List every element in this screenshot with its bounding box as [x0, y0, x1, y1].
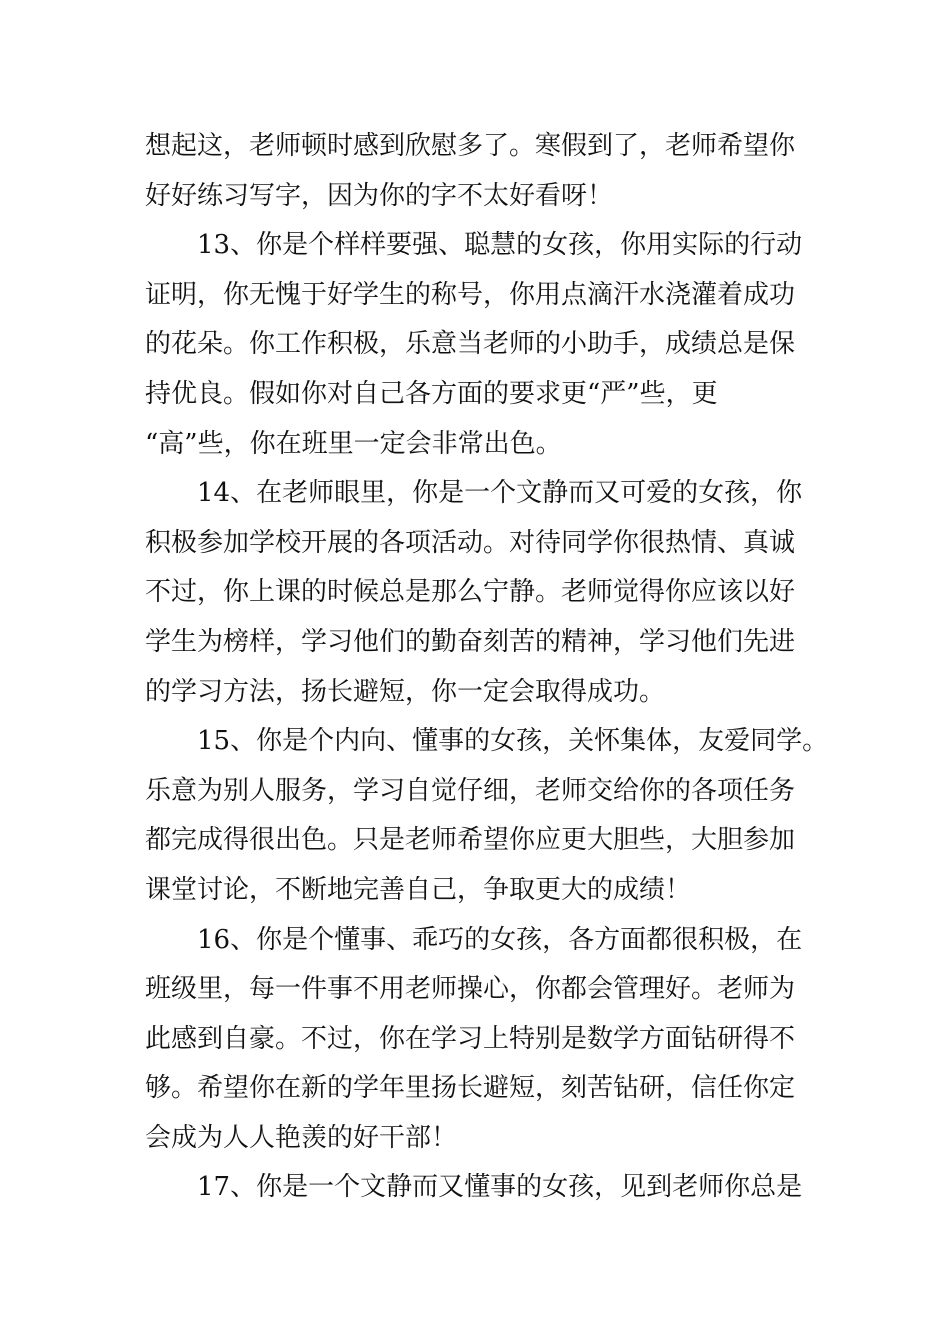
text-line: 积极参加学校开展的各项活动。对待同学你很热情、真诚 — [145, 527, 796, 558]
text-line: 证明，你无愧于好学生的称号，你用点滴汗水浇灌着成功 — [145, 279, 796, 310]
paragraph-first-line: 16、你是个懂事、乖巧的女孩，各方面都很积极，在 — [197, 924, 803, 955]
text-line: 的学习方法，扬长避短，你一定会取得成功。 — [145, 676, 666, 707]
paragraph-first-line: 14、在老师眼里，你是一个文静而又可爱的女孩，你 — [197, 478, 803, 509]
text-line: 好好练习写字，因为你的字不太好看呀！ — [145, 180, 614, 211]
text-line: 持优良。假如你对自己各方面的要求更“严”些，更 — [145, 378, 718, 409]
text-line: 的花朵。你工作积极，乐意当老师的小助手，成绩总是保 — [145, 329, 796, 360]
text-line: 不过，你上课的时候总是那么宁静。老师觉得你应该以好 — [145, 577, 796, 608]
text-line: 此感到自豪。不过，你在学习上特别是数学方面钻研得不 — [145, 1023, 796, 1054]
text-line: 会成为人人艳羡的好干部！ — [145, 1122, 458, 1153]
paragraph-first-line: 13、你是个样样要强、聪慧的女孩，你用实际的行动 — [197, 230, 803, 261]
text-line: 课堂讨论，不断地完善自己，争取更大的成绩！ — [145, 874, 692, 905]
paragraph-first-line: 15、你是个内向、懂事的女孩，关怀集体，友爱同学。 — [197, 726, 829, 757]
text-line: 班级里，每一件事不用老师操心，你都会管理好。老师为 — [145, 974, 796, 1005]
document-body — [145, 122, 845, 1213]
text-line: 乐意为别人服务，学习自觉仔细，老师交给你的各项任务 — [145, 775, 796, 806]
text-line: “高”些，你在班里一定会非常出色。 — [145, 428, 562, 459]
text-line: 想起这，老师顿时感到欣慰多了。寒假到了，老师希望你 — [145, 131, 796, 161]
paragraph-first-line: 17、你是一个文静而又懂事的女孩，见到老师你总是 — [197, 1172, 803, 1203]
text-line: 都完成得很出色。只是老师希望你应更大胆些，大胆参加 — [145, 825, 796, 856]
text-line: 够。希望你在新的学年里扬长避短，刻苦钻研，信任你定 — [145, 1073, 796, 1104]
text-line: 学生为榜样，学习他们的勤奋刻苦的精神，学习他们先进 — [145, 626, 796, 657]
